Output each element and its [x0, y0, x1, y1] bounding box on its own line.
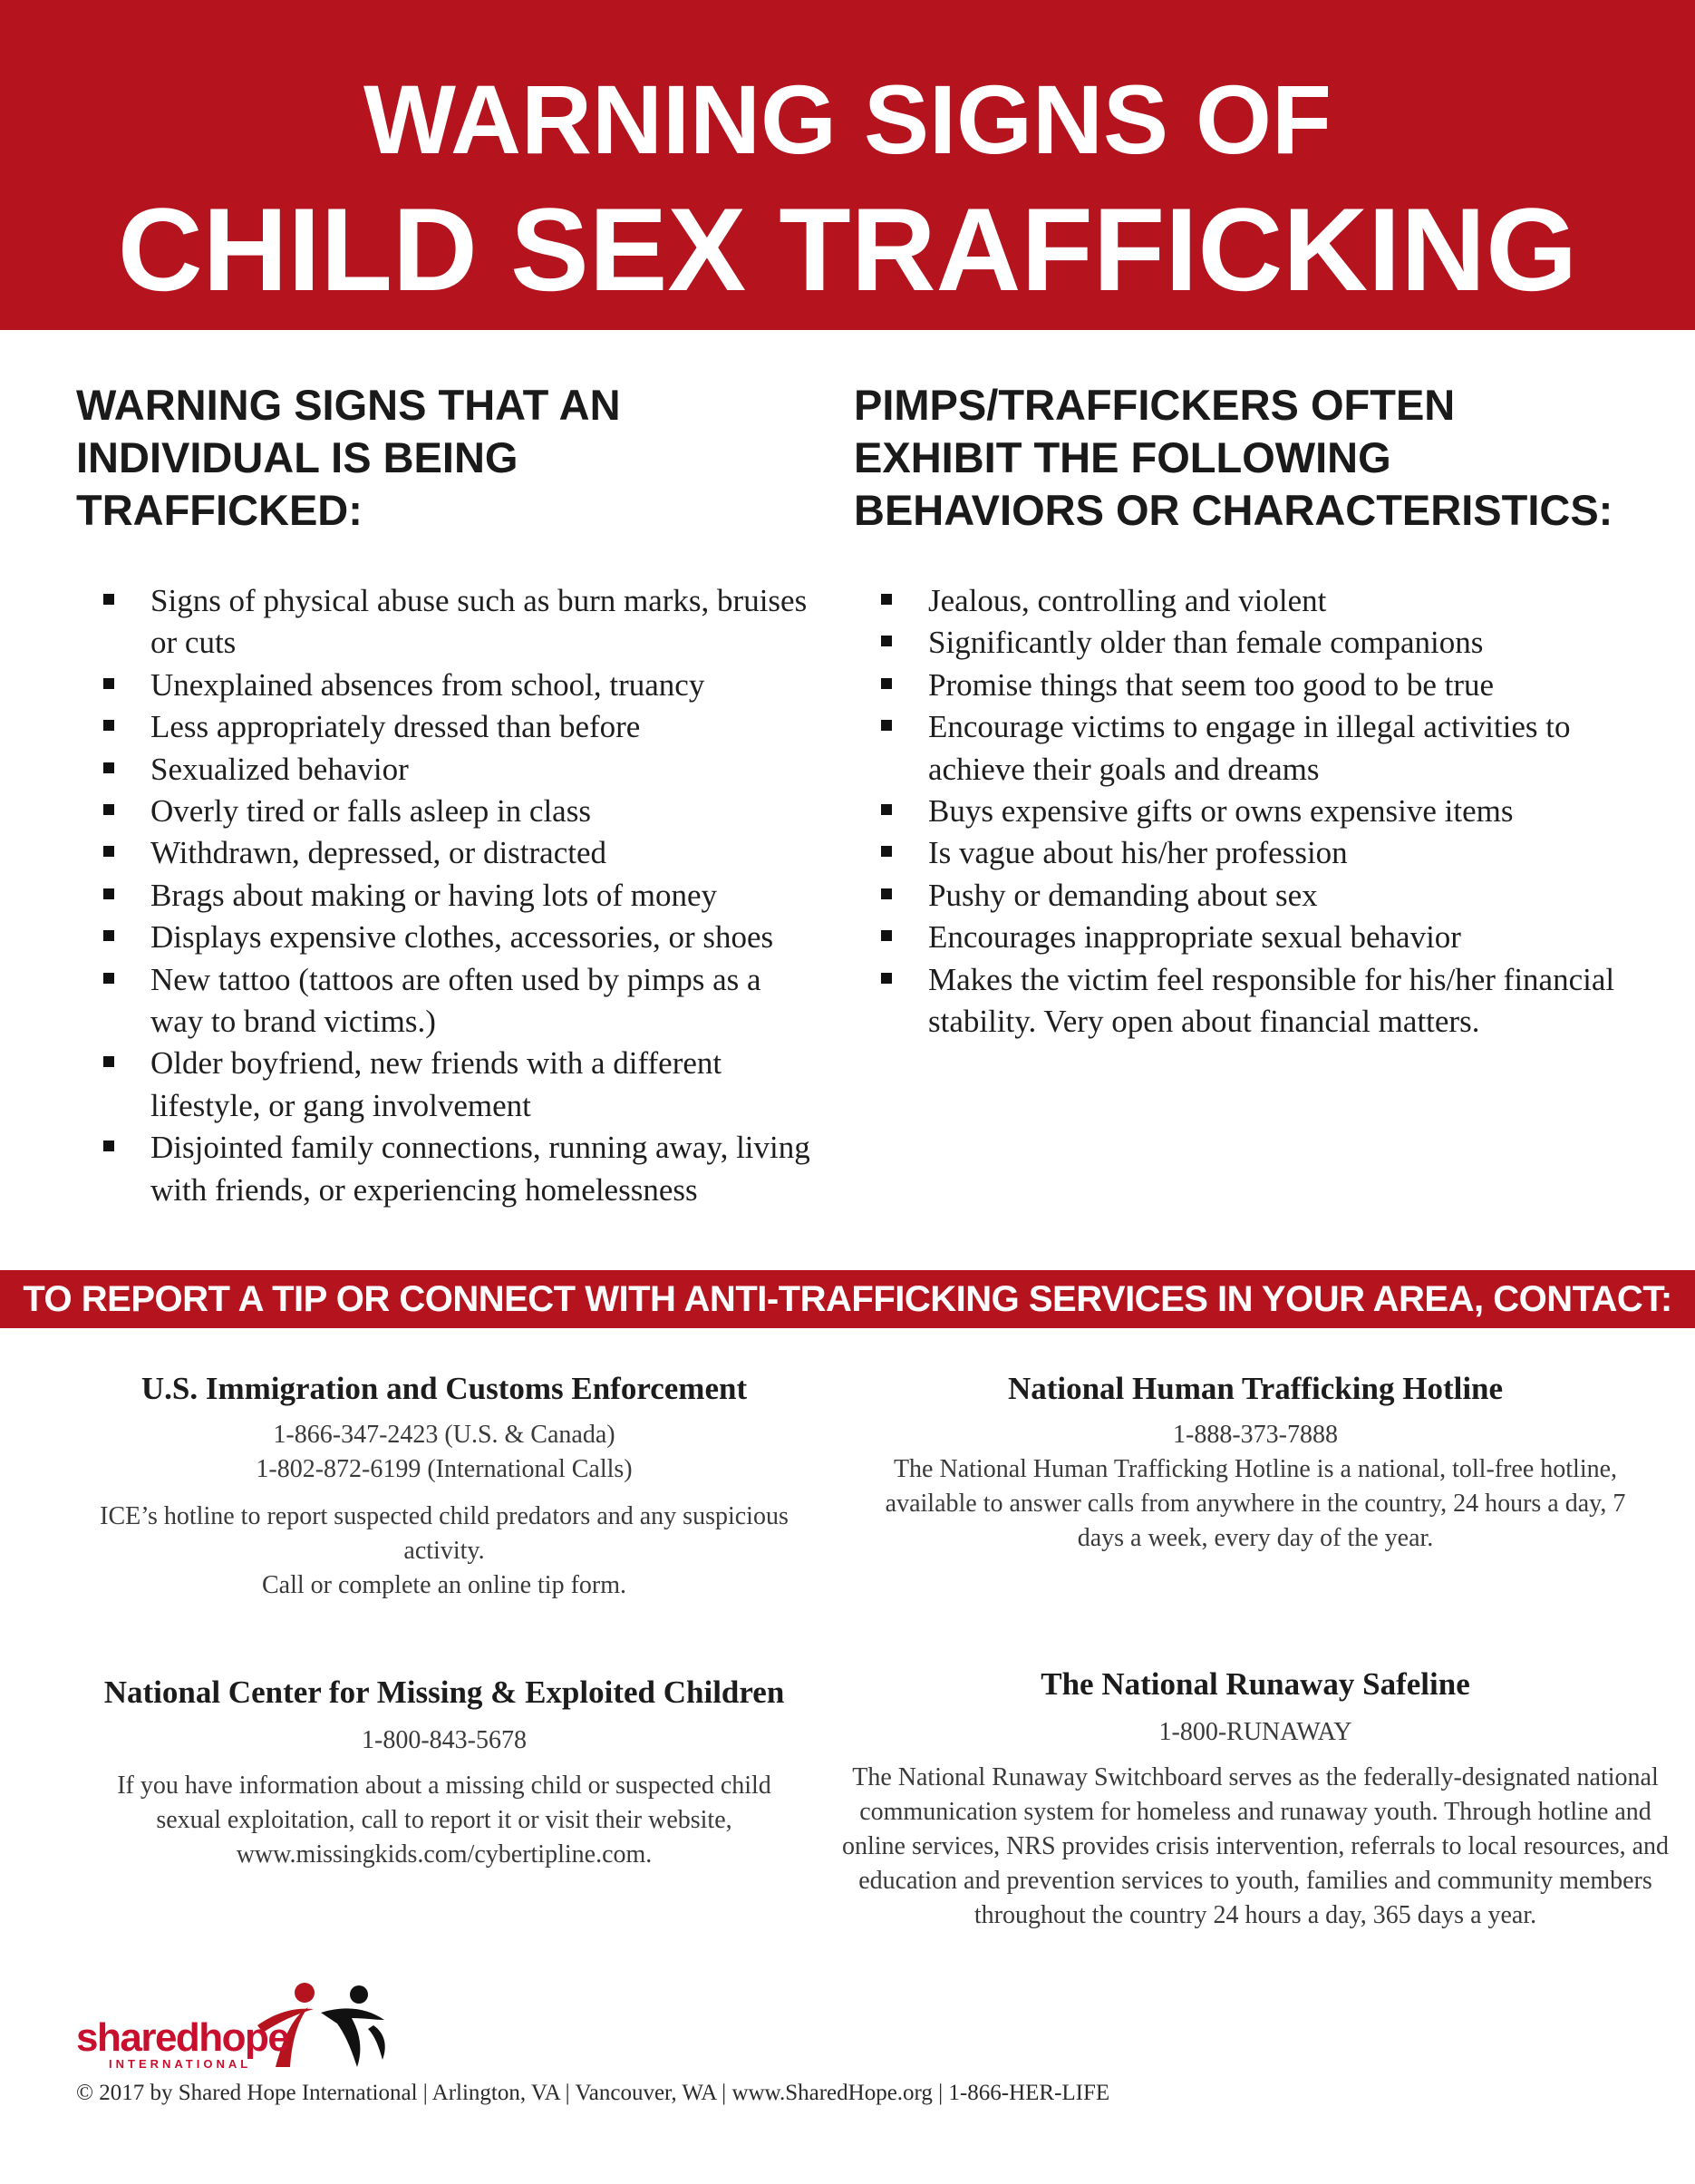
trafficker-behaviors-column — [854, 379, 1633, 1043]
victim-signs-list — [76, 580, 819, 1211]
ncmec-description: If you have information about a missing child or suspected child sexual exploitation, call to report it or visit their website, www.missingkids.com/cybertipline.com. — [117, 1771, 771, 1869]
list-item: Older boyfriend, new friends with a different lifestyle, or gang involvement — [76, 1043, 819, 1127]
header-title-line2: CHILD SEX TRAFFICKING — [117, 183, 1578, 315]
list-item: Buys expensive gifts or owns expensive items — [854, 791, 1633, 832]
nrs-title: The National Runaway Safeline — [1041, 1666, 1470, 1702]
nhth-title: National Human Trafficking Hotline — [1007, 1371, 1504, 1406]
list-item: Promise things that seem too good to be true — [854, 665, 1633, 706]
ice-phone-international[interactable]: 1-802-872-6199 (International Calls) — [256, 1455, 633, 1483]
list-item: Significantly older than female companions — [854, 622, 1633, 664]
list-item: Sexualized behavior — [76, 749, 819, 791]
ncmec-contact — [54, 1673, 834, 1872]
ice-title: U.S. Immigration and Customs Enforcement — [140, 1371, 748, 1406]
nhth-description: The National Human Trafficking Hotline is a national, toll-free hotline, available to answer calls from anywhere in the country, 24 hours a day, 7 days a week, every day of the year. — [885, 1455, 1626, 1552]
trafficker-behaviors-heading: PIMPS/TRAFFICKERS OFTEN EXHIBIT THE FOLLOWING BEHAVIORS OR CHARACTERISTICS: — [854, 381, 1613, 534]
ncmec-title: National Center for Missing & Exploited Children — [103, 1674, 785, 1710]
footer-text: © 2017 by Shared Hope International | Arlington, VA | Vancouver, WA | www.SharedHope.org | 1-866-HER-LIFE — [76, 2081, 1110, 2105]
ice-phone-us-canada[interactable]: 1-866-347-2423 (U.S. & Canada) — [273, 1421, 615, 1449]
list-item: New tattoo (tattoos are often used by pimps as a way to brand victims.) — [76, 959, 819, 1043]
logo-subtitle: INTERNATIONAL — [109, 2057, 252, 2071]
ice-call-instructions: Call or complete an online tip form. — [261, 1571, 626, 1599]
list-item: Unexplained absences from school, truancy — [76, 665, 819, 706]
list-item: Brags about making or having lots of money — [76, 875, 819, 917]
list-item: Encourages inappropriate sexual behavior — [854, 917, 1633, 958]
list-item: Jealous, controlling and violent — [854, 580, 1633, 622]
list-item: Pushy or demanding about sex — [854, 875, 1633, 917]
header-title-line1: WARNING SIGNS OF — [363, 64, 1332, 174]
list-item: Withdrawn, depressed, or distracted — [76, 832, 819, 874]
nhth-phone[interactable]: 1-888-373-7888 — [1173, 1421, 1338, 1449]
ice-description: ICE’s hotline to report suspected child predators and any suspicious activity. — [100, 1502, 789, 1565]
nrs-contact — [834, 1665, 1677, 1933]
header-banner — [0, 0, 1695, 330]
list-item: Is vague about his/her profession — [854, 832, 1633, 874]
victim-signs-heading: WARNING SIGNS THAT AN INDIVIDUAL IS BEING TRAFFICKED: — [76, 381, 621, 534]
victim-signs-column — [76, 379, 819, 1211]
nhth-contact — [870, 1369, 1641, 1556]
people-figures-icon — [257, 1976, 466, 2067]
trafficker-behaviors-list — [854, 580, 1633, 1043]
list-item: Less appropriately dressed than before — [76, 706, 819, 748]
list-item: Makes the victim feel responsible for his/her financial stability. Very open about financial matters. — [854, 959, 1633, 1043]
list-item: Displays expensive clothes, accessories, or shoes — [76, 917, 819, 958]
list-item: Overly tired or falls asleep in class — [76, 791, 819, 832]
ncmec-phone[interactable]: 1-800-843-5678 — [362, 1726, 527, 1754]
report-banner: TO REPORT A TIP OR CONNECT WITH ANTI-TRAFFICKING SERVICES IN YOUR AREA, CONTACT: — [0, 1270, 1695, 1328]
shared-hope-logo — [76, 1976, 384, 2071]
nrs-phone[interactable]: 1-800-RUNAWAY — [1158, 1718, 1352, 1746]
list-item: Disjointed family connections, running away, living with friends, or experiencing homelessness — [76, 1127, 819, 1211]
list-item: Encourage victims to engage in illegal activities to achieve their goals and dreams — [854, 706, 1633, 791]
logo-wordmark: sharedhope — [76, 2015, 289, 2060]
ice-contact — [54, 1369, 834, 1603]
nrs-description: The National Runaway Switchboard serves as the federally-designated national communication system for homeless and runaway youth. Through hotline and online services, NRS provides crisis intervention, referrals to local resources, and education and prevention services to youth, families and community members throughout the country 24 hours a day, 365 days a year. — [841, 1763, 1670, 1929]
list-item: Signs of physical abuse such as burn marks, bruises or cuts — [76, 580, 819, 665]
